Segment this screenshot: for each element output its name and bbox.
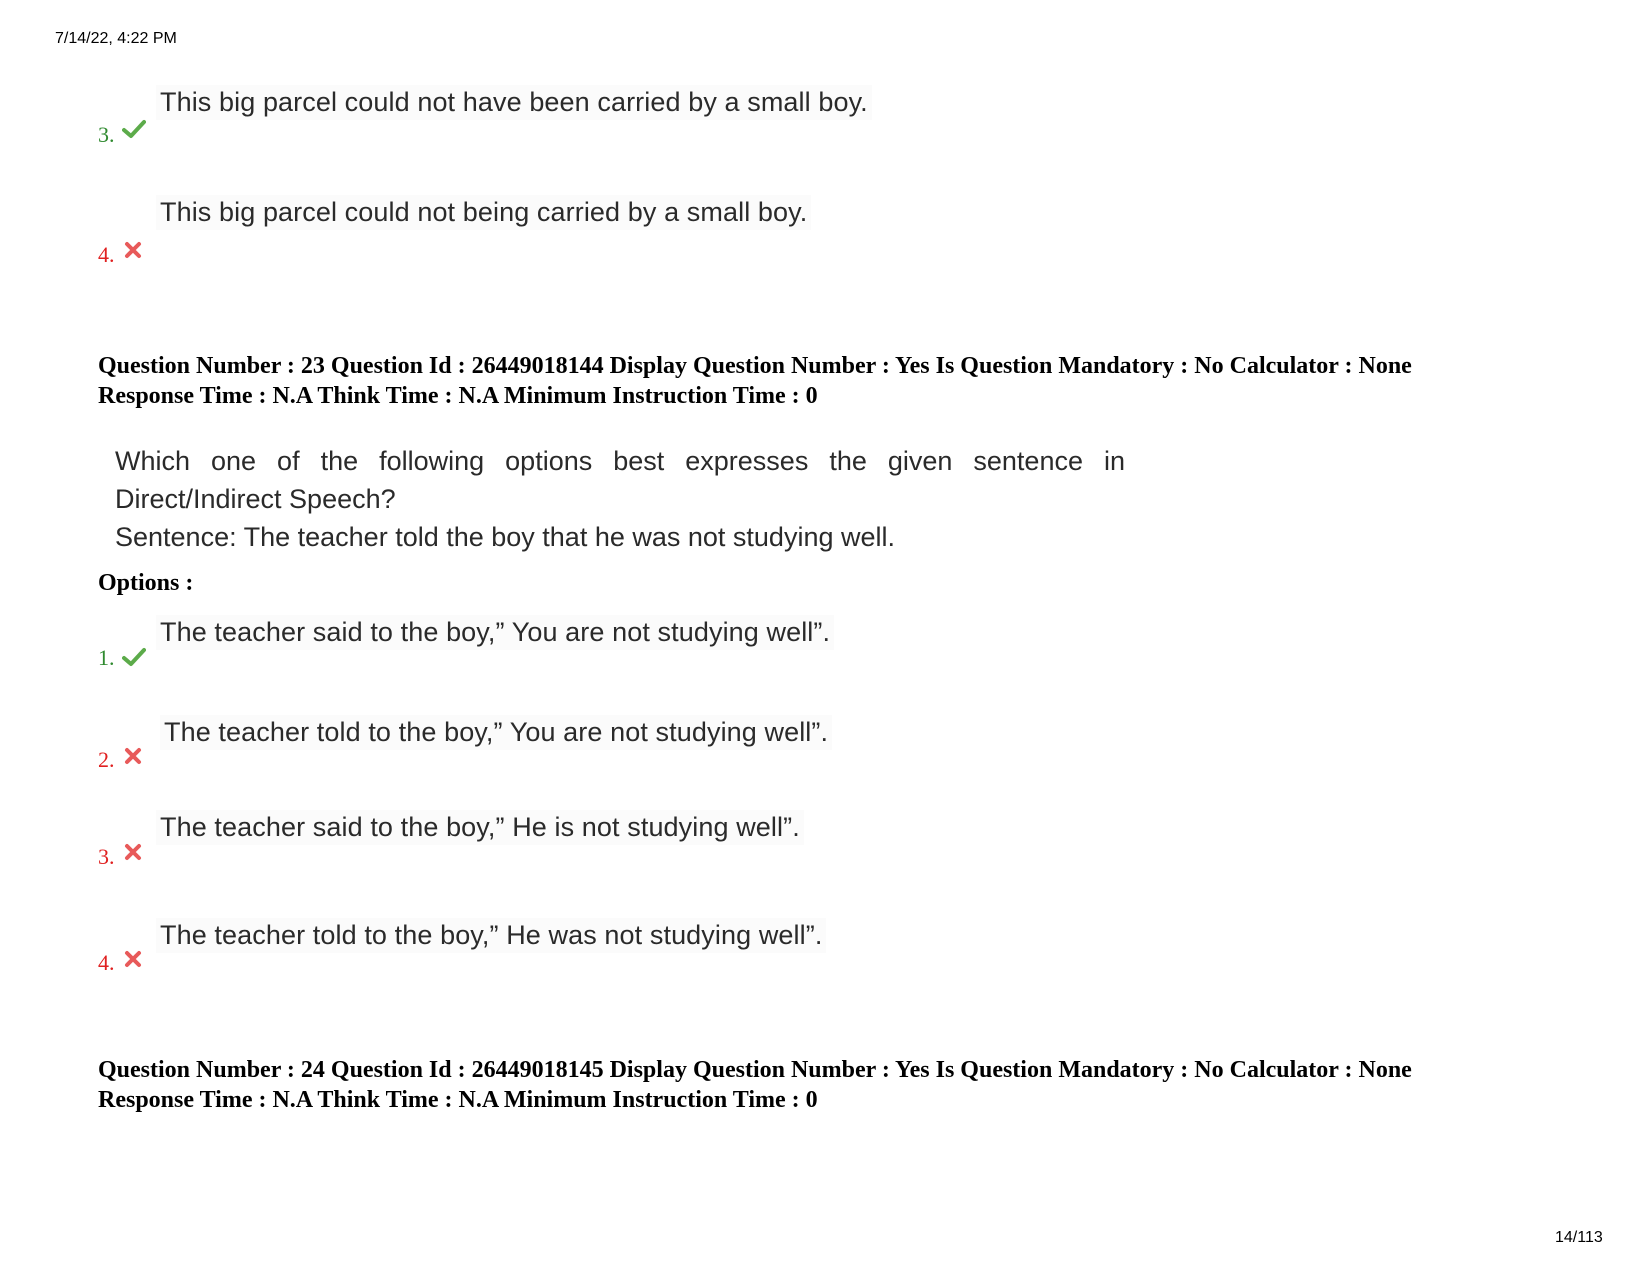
q23-option-4: [98, 918, 1098, 978]
option-text: The teacher told to the boy,” He was not studying well”.: [156, 918, 826, 953]
page-number: 14/113: [1555, 1229, 1603, 1246]
cross-icon: [124, 241, 148, 261]
question-meta-line1: Question Number : 24 Question Id : 26449018145 Display Question Number : Yes Is Question Mandatory : No Calculator : None: [98, 1057, 1412, 1083]
option-text: This big parcel could not have been carried by a small boy.: [156, 85, 872, 120]
prev-option-3: [98, 85, 1098, 145]
question-23-meta: [98, 351, 1618, 411]
option-text: The teacher said to the boy,” You are not studying well”.: [156, 615, 834, 650]
question-meta-line2: Response Time : N.A Think Time : N.A Minimum Instruction Time : 0: [98, 383, 818, 409]
question-line-2: Direct/Indirect Speech?: [115, 484, 396, 514]
option-number: 4.: [98, 242, 115, 267]
option-text: The teacher told to the boy,” You are not studying well”.: [160, 715, 832, 750]
cross-icon: [124, 950, 148, 970]
cross-icon: [124, 843, 148, 863]
q23-option-1: [98, 615, 1098, 675]
option-number: 3.: [98, 122, 115, 147]
q23-option-2: [98, 715, 1098, 775]
option-text: This big parcel could not being carried by a small boy.: [156, 195, 811, 230]
question-line-1: Which one of the following options best expresses the given sentence in: [115, 446, 1125, 476]
option-number: 3.: [98, 844, 115, 869]
option-number: 1.: [98, 645, 115, 670]
options-label: Options :: [98, 570, 194, 596]
check-icon: [122, 647, 146, 667]
q23-option-3: [98, 810, 1098, 870]
option-number: 2.: [98, 747, 115, 772]
print-timestamp: 7/14/22, 4:22 PM: [55, 30, 177, 47]
option-text: The teacher said to the boy,” He is not studying well”.: [156, 810, 804, 845]
question-23-text: [115, 442, 1125, 556]
option-number: 4.: [98, 950, 115, 975]
question-24-meta: [98, 1055, 1618, 1115]
prev-option-4: [98, 195, 1098, 267]
question-line-3: Sentence: The teacher told the boy that he was not studying well.: [115, 522, 895, 552]
question-meta-line1: Question Number : 23 Question Id : 26449018144 Display Question Number : Yes Is Question Mandatory : No Calculator : None: [98, 353, 1412, 379]
check-icon: [122, 119, 146, 139]
question-meta-line2: Response Time : N.A Think Time : N.A Minimum Instruction Time : 0: [98, 1087, 818, 1113]
cross-icon: [124, 747, 148, 767]
